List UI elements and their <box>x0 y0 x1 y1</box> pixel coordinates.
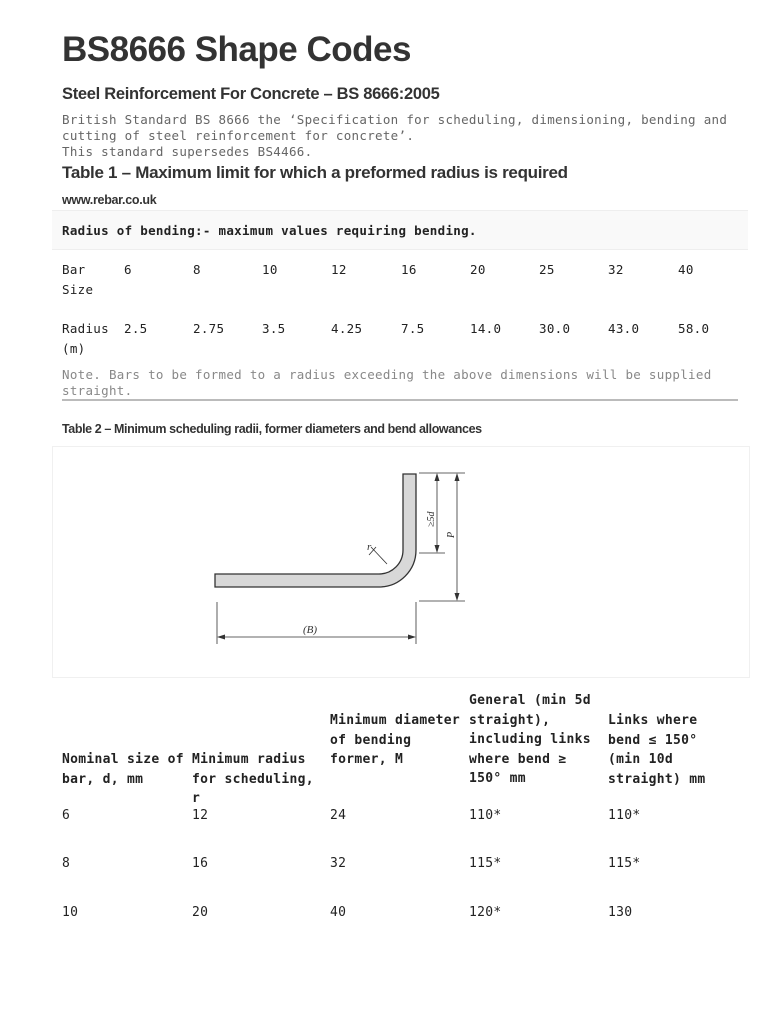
table1-cell: 25 <box>539 262 555 277</box>
intro-line: British Standard BS 8666 the ‘Specification for scheduling, dimensioning, bending and cutting of steel reinforcement for concrete’. <box>62 112 728 143</box>
table1-cell: 4.25 <box>331 321 363 336</box>
page-subtitle: Steel Reinforcement For Concrete – BS 8666:2005 <box>62 85 440 103</box>
table1-cell: 2.75 <box>193 321 225 336</box>
table1-cell: 32 <box>608 262 624 277</box>
arrow-head <box>408 635 416 640</box>
table2-cell: 120* <box>469 905 502 920</box>
table1-note: Note. Bars to be formed to a radius exceeding the above dimensions will be supplied straight. <box>62 367 712 398</box>
table1-cell: 16 <box>401 262 417 277</box>
table2-cell: 10 <box>62 905 79 920</box>
table1-cell: 40 <box>678 262 694 277</box>
radius-label: r <box>367 541 372 553</box>
table1-heading: Table 1 – Maximum limit for which a preformed radius is required <box>62 163 568 182</box>
table1-cell: 20 <box>470 262 486 277</box>
table2-cell: 115* <box>469 856 502 871</box>
table1-row-radius <box>62 319 742 359</box>
table1-row-label: Radius (m) <box>62 321 109 356</box>
bend-figure <box>52 446 750 678</box>
table1-cell: 6 <box>124 262 132 277</box>
table2-cell: 115* <box>608 856 641 871</box>
table1-cell: 30.0 <box>539 321 571 336</box>
arrow-head <box>455 473 460 481</box>
straight-label: ≥5d <box>426 511 437 527</box>
table1-cell: 3.5 <box>262 321 286 336</box>
table1-cell: 7.5 <box>401 321 425 336</box>
table2-header: General (min 5d straight), including links where bend ≥ 150° mm <box>469 693 591 786</box>
arrow-head <box>435 473 440 481</box>
length-label: (B) <box>303 624 318 636</box>
table2-cell: 8 <box>62 856 71 871</box>
table1-cell: 43.0 <box>608 321 640 336</box>
table1-cell: 14.0 <box>470 321 502 336</box>
table1-caption: Radius of bending:- maximum values requiring bending. <box>62 223 477 238</box>
page-title: BS8666 Shape Codes <box>62 30 411 69</box>
bent-bar-shape <box>215 474 416 587</box>
table2-cell: 40 <box>330 905 347 920</box>
table2-heading: Table 2 – Minimum scheduling radii, former diameters and bend allowances <box>62 422 482 436</box>
table2-cell: 12 <box>192 808 209 823</box>
intro-text <box>62 112 742 160</box>
arrow-head <box>435 545 440 553</box>
divider <box>62 399 738 401</box>
table1-cell: 12 <box>331 262 347 277</box>
table2-cell: 16 <box>192 856 209 871</box>
arrow-head <box>217 635 225 640</box>
table1-cell: 8 <box>193 262 201 277</box>
bend-diagram <box>53 447 749 677</box>
table2-cell: 130 <box>608 905 633 920</box>
table2-cell: 20 <box>192 905 209 920</box>
intro-line: This standard supersedes BS4466. <box>62 144 313 159</box>
table1-row-bar-size <box>62 260 742 300</box>
table2-header: Links where bend ≤ 150° (min 10d straight) mm <box>608 713 706 787</box>
table2-header: Minimum radius for scheduling, r <box>192 752 314 806</box>
table2-cell: 6 <box>62 808 71 823</box>
table2-cell: 32 <box>330 856 347 871</box>
table2-cell: 110* <box>469 808 502 823</box>
table2-header: Minimum diameter of bending former, M <box>330 713 461 767</box>
table2-cell: 110* <box>608 808 641 823</box>
arrow-head <box>455 593 460 601</box>
table1-cell: 58.0 <box>678 321 710 336</box>
table2-header: Nominal size of bar, d, mm <box>62 752 184 787</box>
table1-row-label: Bar Size <box>62 262 94 297</box>
table1-cell: 2.5 <box>124 321 148 336</box>
table1-caption-panel <box>52 210 748 250</box>
table1-cell: 10 <box>262 262 278 277</box>
depth-label: P <box>446 531 457 538</box>
site-link[interactable]: www.rebar.co.uk <box>62 193 157 207</box>
table2-cell: 24 <box>330 808 347 823</box>
